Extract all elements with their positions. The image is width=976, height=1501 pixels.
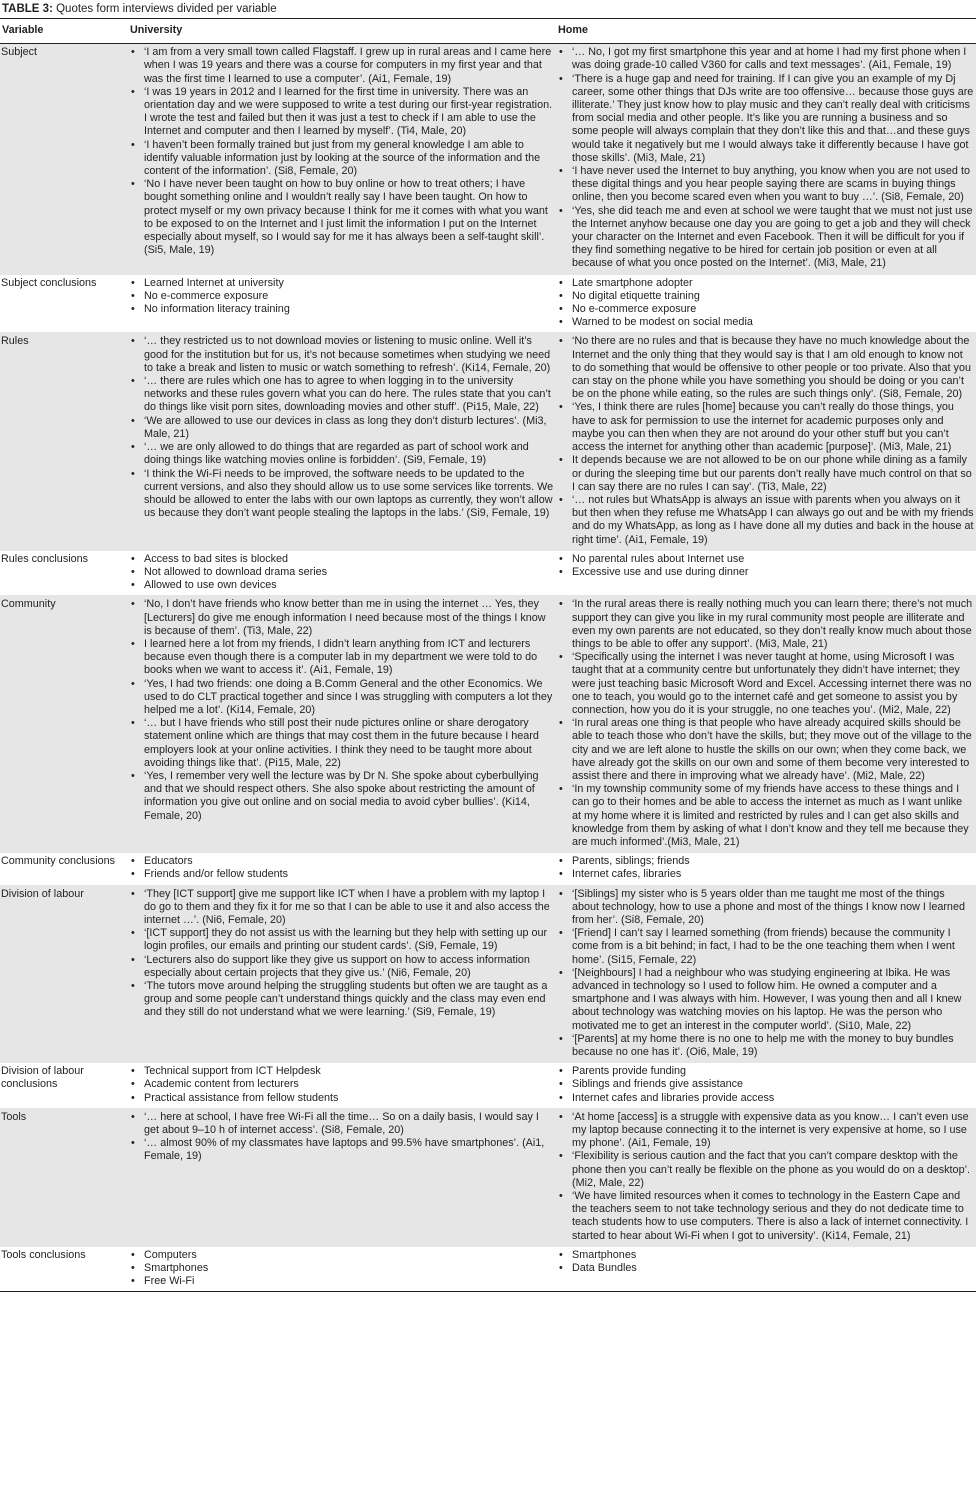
university-cell [128,44,556,274]
university-cell [128,1108,556,1246]
list-item: • No e-commerce exposure [144,290,554,303]
list-item: • Not allowed to download drama series [144,566,554,579]
list-item: • ‘They [ICT support] give me support like ICT when I have a problem with my laptop I do go to them and they fix it for me so that I can be able to use it and also access the internet …’. (Ni6, Female, 20) [144,888,554,928]
list-item: • No parental rules about Internet use [572,553,974,566]
quotes-table [0,18,976,1292]
home-cell [556,274,976,333]
list-item: • Late smartphone adopter [572,277,974,290]
table-caption [0,2,976,18]
university-list [130,277,554,317]
university-list [130,855,554,881]
list-item: • ‘I think the Wi-Fi needs to be improved, the software needs to be updated to the current versions, and also they should allow us to use some services like torrents. We should be allowed to enter the labs with our own laptops as currently, they won’t allow us because they don’t want people stealing the laptops in the labs.’ (Si9, Female, 19) [144,468,554,521]
list-item: • ‘I have never used the Internet to buy anything, you know when you are not used to these digital things and you hear people saying there are scams in buying things online, then you become scared even when you want to buy …’. (Si8, Female, 20) [572,165,974,205]
list-item: • Educators [144,855,554,868]
list-item: • ‘… there are rules which one has to agree to when logging in to the university networks and these rules govern what you can do here. The rules state that you can’t do things like visit porn sites, downloading movies and other stuff’. (Pi15, Male, 22) [144,375,554,415]
university-list [130,46,554,257]
list-item: • ‘… they restricted us to not download movies or listening to music online. Well it’s good for the institution but for us, it’s not because sometimes when studying we need to take a break and listen to music or watch something to refresh’. (Ki14, Female, 20) [144,335,554,375]
list-item: • ‘Specifically using the internet I was never taught at home, using Microsoft I was taught that at a community centre but unfortunately they didn’t have internet; they were just teaching basic Microsoft Word and Excel. Accessing internet there was no one to teach, you would go to the internet café and get someone to assist you by connection, how you do it is your struggle, no one teaches you’. (Mi2, Male, 22) [572,651,974,717]
table-caption-label: TABLE 3: [2,3,53,15]
table-row [0,1108,976,1246]
home-list [558,855,974,881]
list-item: • ‘… we are only allowed to do things that are regarded as part of school work and doing things like watching movies online is forbidden’. (Si9, Female, 19) [144,441,554,467]
header-university: University [128,19,556,44]
variable-cell: Subject conclusions [0,274,128,333]
list-item: • ‘The tutors move around helping the struggling students but often we are taught as a group and some people can’t understand things quickly and the class may even end and they still do not understand what we were learning.’ (Si9, Female, 19) [144,980,554,1020]
list-item: • ‘At home [access] is a struggle with expensive data as you know… I can’t even use my laptop because connecting it to the internet is very expensive at home, so I use my phone’. (Ai1, Female, 19) [572,1111,974,1151]
university-cell [128,885,556,1063]
university-list [130,598,554,822]
list-item: • Internet cafes, libraries [572,868,974,881]
table-row [0,274,976,333]
home-cell [556,885,976,1063]
variable-cell: Division of labour [0,885,128,1063]
variable-cell: Division of labour conclusions [0,1063,128,1109]
list-item: • ‘[Friend] I can’t say I learned something (from friends) because the community I come from is a bit behind; in fact, I had to be the one teaching them when I went home’. (Si15, Female, 22) [572,927,974,967]
list-item: • ‘Yes, I think there are rules [home] because you can’t really do those things, you have to ask for permission to use the internet for academic purposes only and maybe you can then when they are not around do your other stuff but you can’t access the internet for anything other than academic [purpose]’. (Mi3, Male, 21) [572,401,974,454]
variable-cell: Tools conclusions [0,1246,128,1292]
list-item: • Warned to be modest on social media [572,316,974,329]
table-row [0,596,976,853]
list-item: • ‘… here at school, I have free Wi-Fi all the time… So on a daily basis, I would say I get about 9–10 h of internet access’. (Si8, Female, 20) [144,1111,554,1137]
list-item: • Computers [144,1249,554,1262]
list-item: • Smartphones [572,1249,974,1262]
home-cell [556,44,976,274]
university-list [130,888,554,1020]
list-item: • ‘No, I don’t have friends who know better than me in using the internet … Yes, they [Lecturers] do give me enough information I need because most of the things I know is because of them’. (Ti3, Male, 22) [144,598,554,638]
list-item: • Parents provide funding [572,1065,974,1078]
list-item: • Parents, siblings; friends [572,855,974,868]
university-cell [128,274,556,333]
list-item: • Smartphones [144,1262,554,1275]
header-home: Home [556,19,976,44]
home-cell [556,1108,976,1246]
variable-cell: Community [0,596,128,853]
list-item: • ‘[Siblings] my sister who is 5 years older than me taught me most of the things about technology, how to use a phone and most of the things I know now I learned from her’. (Si8, Female, 20) [572,888,974,928]
table-body [0,44,976,1292]
table-row [0,550,976,596]
home-list [558,598,974,849]
table-caption-text: Quotes form interviews divided per variable [56,3,277,15]
home-list [558,46,974,270]
home-list [558,553,974,579]
list-item: • ‘… not rules but WhatsApp is always an issue with parents when you always on it but then when they refuse me WhatsApp I can always go out and be with my friends and do my WhatsApp, as long as I have done all my duties and back in the house at right time’. (Ai1, Female, 19) [572,494,974,547]
home-cell [556,333,976,550]
list-item: • ‘[Neighbours] I had a neighbour who was studying engineering at Ibika. He was advanced in technology so I used to follow him. He owned a computer and a smartphone and I was always with him. However, I was young then and all I knew about technology was watching movies on his laptop. He was the person who motivated me to get an interest in the computer world’. (Si10, Male, 22) [572,967,974,1033]
list-item: • I learned here a lot from my friends, I didn’t learn anything from ICT and lecturers because even though there is a computer lab in my department we were told to do books when we want to access it’. (Ai1, Female, 19) [144,638,554,678]
list-item: • ‘… No, I got my first smartphone this year and at home I had my first phone when I was doing grade-10 called V360 for calls and text messages’. (Ai1, Female, 19) [572,46,974,72]
table-row [0,853,976,885]
list-item: • ‘Lecturers also do support like they give us support on how to access information especially about certain projects that they give us.’ (Ni6, Female, 20) [144,954,554,980]
table-row [0,333,976,550]
variable-cell: Rules conclusions [0,550,128,596]
list-item: • ‘I am from a very small town called Flagstaff. I grew up in rural areas and I came here when I was 19 years and there was a course for computers in my first year and that was the first time I learned to use a computer’. (Ai1, Female, 19) [144,46,554,86]
university-list [130,335,554,520]
list-item: • ‘Yes, she did teach me and even at school we were taught that we must not just use the Internet anyhow because one day you are going to get a job and they will check your character on the Internet and even Facebook. Then it will be difficult for you if they find something negative to be hired for certain job position or even at all because of what you once posted on the Internet’. (Mi3, Male, 21) [572,205,974,271]
list-item: • Friends and/or fellow students [144,868,554,881]
header-variable: Variable [0,19,128,44]
home-list [558,1111,974,1243]
list-item: • Learned Internet at university [144,277,554,290]
home-cell [556,550,976,596]
list-item: • Internet cafes and libraries provide access [572,1092,974,1105]
home-list [558,888,974,1060]
university-cell [128,853,556,885]
home-cell [556,1246,976,1292]
list-item: • Allowed to use own devices [144,579,554,592]
home-list [558,1065,974,1105]
list-item: • It depends because we are not allowed to be on our phone while dining as a family or during the sleeping time but our parents don’t really have much control on that so I can say there are no rules I can say’. (Ti3, Male, 22) [572,454,974,494]
list-item: • ‘I was 19 years in 2012 and I learned for the first time in university. There was an orientation day and we were supposed to write a test during our first-year registration. I wrote the test and failed but then it was just a test to check if I am able to use the Internet and computer and then I learned by myself’. (Ti4, Male, 20) [144,86,554,139]
list-item: • ‘… but I have friends who still post their nude pictures online or share derogatory statement online which are things that may cost them in the future because I heard employers look at your online activities. I think they need to be taught more about avoiding things like that’. (Pi15, Male, 22) [144,717,554,770]
list-item: • No e-commerce exposure [572,303,974,316]
home-list [558,277,974,330]
list-item: • ‘[ICT support] they do not assist us with the learning but they help with setting up our login profiles, our emails and printing our student cards’. (Si9, Female, 19) [144,927,554,953]
university-list [130,1249,554,1289]
university-cell [128,1246,556,1292]
list-item: • Access to bad sites is blocked [144,553,554,566]
table-row [0,1063,976,1109]
variable-cell: Community conclusions [0,853,128,885]
variable-cell: Tools [0,1108,128,1246]
list-item: • Free Wi-Fi [144,1275,554,1288]
list-item: • ‘Yes, I had two friends: one doing a B.Comm General and the other Economics. We used to do CLT practical together and since I was struggling with computers a lot they helped me a lot’. (Ki14, Female, 20) [144,678,554,718]
table-row [0,885,976,1063]
list-item: • Siblings and friends give assistance [572,1078,974,1091]
table-row [0,44,976,274]
university-list [130,1111,554,1164]
list-item: • ‘Flexibility is serious caution and the fact that you can’t compare desktop with the phone then you can’t really be flexible on the phone as you would do on a desktop’. (Mi2, Male, 22) [572,1150,974,1190]
list-item: • ‘In my township community some of my friends have access to these things and I can go to their homes and be able to access the internet as much as I want unlike at my home where it is limited and restricted by rules and I can get also skills and knowledge from them by asking of what I don’t know and they tell me because they are much informed’.(Mi3, Male, 21) [572,783,974,849]
list-item: • Practical assistance from fellow students [144,1092,554,1105]
table-row [0,1246,976,1292]
variable-cell: Subject [0,44,128,274]
list-item: • No information literacy training [144,303,554,316]
home-cell [556,1063,976,1109]
home-list [558,335,974,546]
university-cell [128,550,556,596]
list-item: • ‘No there are no rules and that is because they have no much knowledge about the Internet and the only thing that they would say is that I am old enough to know not to do something that would be offensive to other people or too private. Also that you can stay on the phone while you have something you should be doing or you can’t be on the phone while eating, so the rules are such things only’. (Si8, Female, 20) [572,335,974,401]
list-item: • ‘[Parents] at my home there is no one to help me with the money to buy bundles because no one has it’. (Oi6, Male, 19) [572,1033,974,1059]
list-item: • ‘In the rural areas there is really nothing much you can learn there; there’s not much support they can give you like in my rural community most people are illiterate and even my own parents are not educated, so they don’t really know much about those things to be able to offer any support’. (Mi3, Male, 21) [572,598,974,651]
variable-cell: Rules [0,333,128,550]
list-item: • ‘There is a huge gap and need for training. If I can give you an example of my Dj career, some other things that DJs write are too offensive… because those guys are illiterate.’ They just know how to play music and they can’t really deal with criticisms from social media and other people. It’s like you are running a business and so some people will always complain that they don’t like this and that…and these guys would take it negatively but me I would always take it differently because I have got those skills’. (Mi3, Male, 21) [572,73,974,165]
list-item: • ‘… almost 90% of my classmates have laptops and 99.5% have smartphones’. (Ai1, Female, 19) [144,1137,554,1163]
home-cell [556,853,976,885]
list-item: • ‘We have limited resources when it comes to technology in the Eastern Cape and the teachers seem to not take technology serious and they do not dedicate time to teach students how to use computers. There is also a lack of internet connectivity. I started to hear about Wi-Fi when I got to university’. (Ki14, Female, 21) [572,1190,974,1243]
university-cell [128,1063,556,1109]
list-item: • Academic content from lecturers [144,1078,554,1091]
list-item: • ‘No I have never been taught on how to buy online or how to treat others; I have bought something online and I wouldn’t really say I have been taught. On how to protect myself or my own privacy because I think for me it comes with what you want to be exposed to on the Internet and I just limit the information I put on the Internet especially about myself, so I would say for me it has always been a self-taught skill’. (Si5, Male, 19) [144,178,554,257]
list-item: • Data Bundles [572,1262,974,1275]
list-item: • ‘I haven’t been formally trained but just from my general knowledge I am able to identify valuable information just by looking at the source of the information and the content of the information’. (Si8, Female, 20) [144,139,554,179]
table-header-row [0,19,976,44]
list-item: • Technical support from ICT Helpdesk [144,1065,554,1078]
list-item: • ‘We are allowed to use our devices in class as long they don’t disturb lectures’. (Mi3, Male, 21) [144,415,554,441]
list-item: • ‘Yes, I remember very well the lecture was by Dr N. She spoke about cyberbullying and that we should respect others. She also spoke about restricting the amount of information you give out online and on social media to avoid cyber bullies’. (Ki14, Female, 20) [144,770,554,823]
home-cell [556,596,976,853]
home-list [558,1249,974,1275]
list-item: • Excessive use and use during dinner [572,566,974,579]
university-list [130,1065,554,1105]
list-item: • No digital etiquette training [572,290,974,303]
university-cell [128,596,556,853]
university-cell [128,333,556,550]
list-item: • ‘In rural areas one thing is that people who have already acquired skills should be able to teach those who don’t have the skills, but; they move out of the village to the city and we are left alone to hustle the skills on our own; when they come back, we have already got the skills on our own and some of them become very interested to assist there and there in improving what we already have’. (Mi2, Male, 22) [572,717,974,783]
university-list [130,553,554,593]
